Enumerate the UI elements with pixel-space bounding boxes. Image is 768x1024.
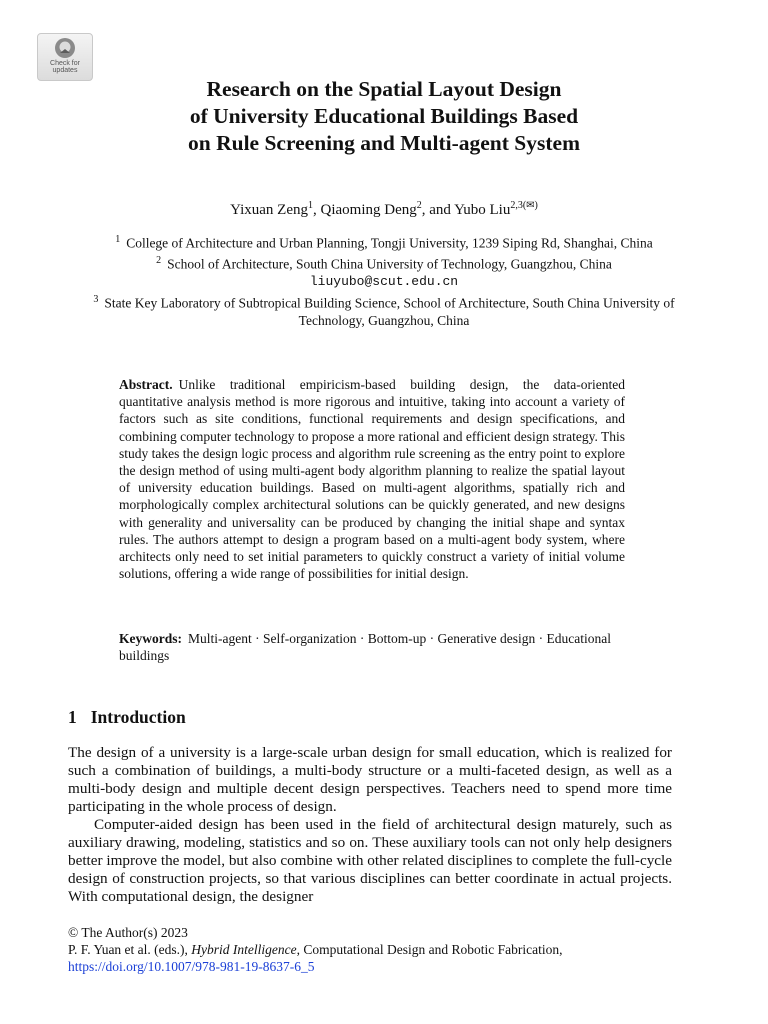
affiliation-number: 3: [93, 293, 99, 305]
body-paragraph: Computer-aided design has been used in the field of architectural design maturely, such as auxiliary drawing, modeling, statistics and so on. These auxiliary tools can not only help designers better improve the model, but also combine with other related disciplines to complete the full-cycle design of construction projects, so that various disciplines can better coordinate in actual projects. With computational design, the designer: [68, 816, 672, 905]
author-affiliation-mark: 1: [308, 200, 313, 211]
author-affiliation-mark: 2: [416, 200, 422, 211]
title-line-2: of University Educational Buildings Based: [189, 104, 579, 128]
affiliation: [76, 231, 692, 252]
check-for-updates-icon: [54, 37, 76, 59]
affiliation: [76, 291, 692, 330]
affiliation-text: State Key Laboratory of Subtropical Building Science, School of Architecture, South China University of Technology, Guangzhou, China: [104, 295, 675, 328]
paper-title: [100, 76, 668, 157]
copyright-line: © The Author(s) 2023: [68, 925, 188, 940]
keywords-text: Multi-agent · Self-organization · Bottom-up · Generative design · Educational buildings: [119, 631, 612, 664]
affiliation-text: College of Architecture and Urban Planning, Tongji University, 1239 Siping Rd, Shanghai, China: [126, 235, 653, 251]
title-line-3: on Rule Screening and Multi-agent System: [188, 131, 580, 155]
author-separator: , and: [421, 202, 455, 218]
affiliation-text: School of Architecture, South China University of Technology, Guangzhou, China: [167, 256, 612, 272]
badge-label: [38, 60, 92, 74]
citation-suffix: , Computational Design and Robotic Fabrication,: [296, 942, 563, 957]
affiliation-number: 2: [156, 255, 162, 266]
abstract: [119, 376, 625, 582]
body-paragraph: The design of a university is a large-scale urban design for small education, which is realized for such a combination of buildings, a multi-body structure or a multi-faceted design, as well as a multi-body design and multiple decent design perspectives. Teachers need to spend more time participating in the whole process of design.: [68, 744, 672, 815]
check-for-updates-badge[interactable]: [37, 33, 93, 81]
author-separator: ,: [313, 202, 321, 218]
body-text: [68, 744, 672, 906]
title-line-1: Research on the Spatial Layout Design: [206, 77, 562, 101]
badge-line-2: updates: [52, 67, 78, 74]
citation-prefix: P. F. Yuan et al. (eds.),: [68, 942, 192, 957]
affiliation: [76, 252, 692, 291]
author-email[interactable]: liuyubo@scut.edu.cn: [309, 274, 459, 289]
keywords: [119, 630, 625, 664]
affiliation-number: 1: [115, 234, 121, 245]
affiliation-list: [76, 231, 692, 329]
doi-link[interactable]: https://doi.org/10.1007/978-981-19-8637-6_5: [68, 959, 315, 974]
footer: [68, 924, 688, 975]
author-name: Yubo Liu: [454, 202, 511, 218]
author-name: Yixuan Zeng: [230, 202, 308, 218]
citation-line: [68, 941, 688, 958]
author-affiliation-mark: 2,3(✉): [510, 200, 538, 211]
section-number: 1: [68, 707, 77, 727]
badge-line-1: Check for: [50, 60, 80, 67]
abstract-text: Unlike traditional empiricism-based building design, the data-oriented quantitative analysis method is more rigorous and intuitive, taking into account a variety of factors such as site conditions, functional requirements and design specifications, and combining computer technology to propose a more rational and efficient design strategy. This study takes the design logic process and algorithm rule screening as the entry point to explore the design method of using multi-agent body algorithm planning to realize the spatial layout of university education buildings. Based on multi-agent algorithms, spatially rich and morphologically complex architectural solutions can be quickly generated, and new designs with generality and universality can be produced by changing the initial shape and syntax rules. The authors attempt to design a program based on a multi-agent body system, where architects only need to set initial parameters to quickly construct a variety of initial volume solutions, offering a wide range of possibilities for initial design.: [119, 377, 625, 582]
section-title: Introduction: [90, 707, 186, 727]
author-name: Qiaoming Deng: [320, 202, 417, 218]
section-heading: [68, 706, 186, 728]
abstract-label: Abstract.: [119, 377, 173, 392]
author-list: [100, 196, 668, 220]
keywords-label: Keywords:: [119, 631, 182, 646]
book-title: Hybrid Intelligence: [191, 942, 297, 957]
